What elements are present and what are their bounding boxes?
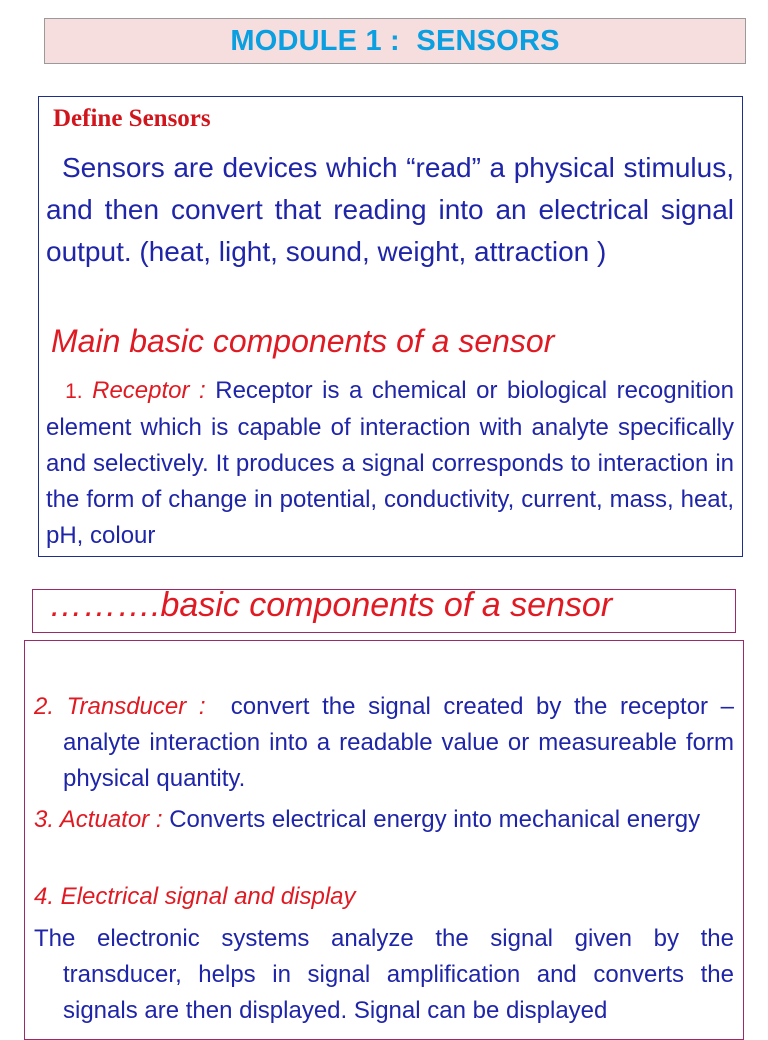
receptor-number: 1. — [65, 380, 83, 403]
module-title-banner — [44, 18, 746, 64]
components-heading: Main basic components of a sensor — [51, 323, 555, 359]
continued-heading-box — [32, 589, 736, 633]
definition-panel — [38, 96, 743, 557]
define-sensors-heading: Define Sensors — [53, 105, 211, 132]
receptor-text: Receptor is a chemical or biological recognition element which is capable of interaction with analyte specifically and selectively. It produces a signal corresponds to interaction in the form of change in potential, conductivity, current, mass, heat, pH, colour — [46, 377, 734, 549]
continued-heading: ……….basic components of a sensor — [49, 589, 613, 624]
transducer-text: convert the signal created by the receptor – analyte interaction into a readable value or measureable form physical quantity. — [63, 693, 734, 792]
display-item-heading — [34, 879, 734, 915]
display-item-text: The electronic systems analyze the signal given by the transducer, helps in signal amplification and converts the signals are then displayed. Signal can be displayed — [34, 925, 734, 1024]
transducer-item — [34, 689, 734, 797]
display-label: 4. Electrical signal and display — [34, 883, 356, 910]
components-panel — [24, 640, 744, 1040]
actuator-item — [34, 802, 734, 838]
receptor-paragraph — [46, 373, 734, 554]
actuator-text: Converts electrical energy into mechanical energy — [169, 806, 701, 833]
actuator-label: 3. Actuator : — [34, 806, 163, 833]
module-title: MODULE 1 : SENSORS — [230, 24, 560, 57]
receptor-label: Receptor : — [92, 377, 206, 404]
transducer-label: 2. Transducer : — [34, 693, 206, 720]
sensor-definition-text: Sensors are devices which “read” a physical stimulus, and then convert that reading into an electrical signal output. (heat, light, sound, weight, attraction ) — [46, 152, 734, 267]
